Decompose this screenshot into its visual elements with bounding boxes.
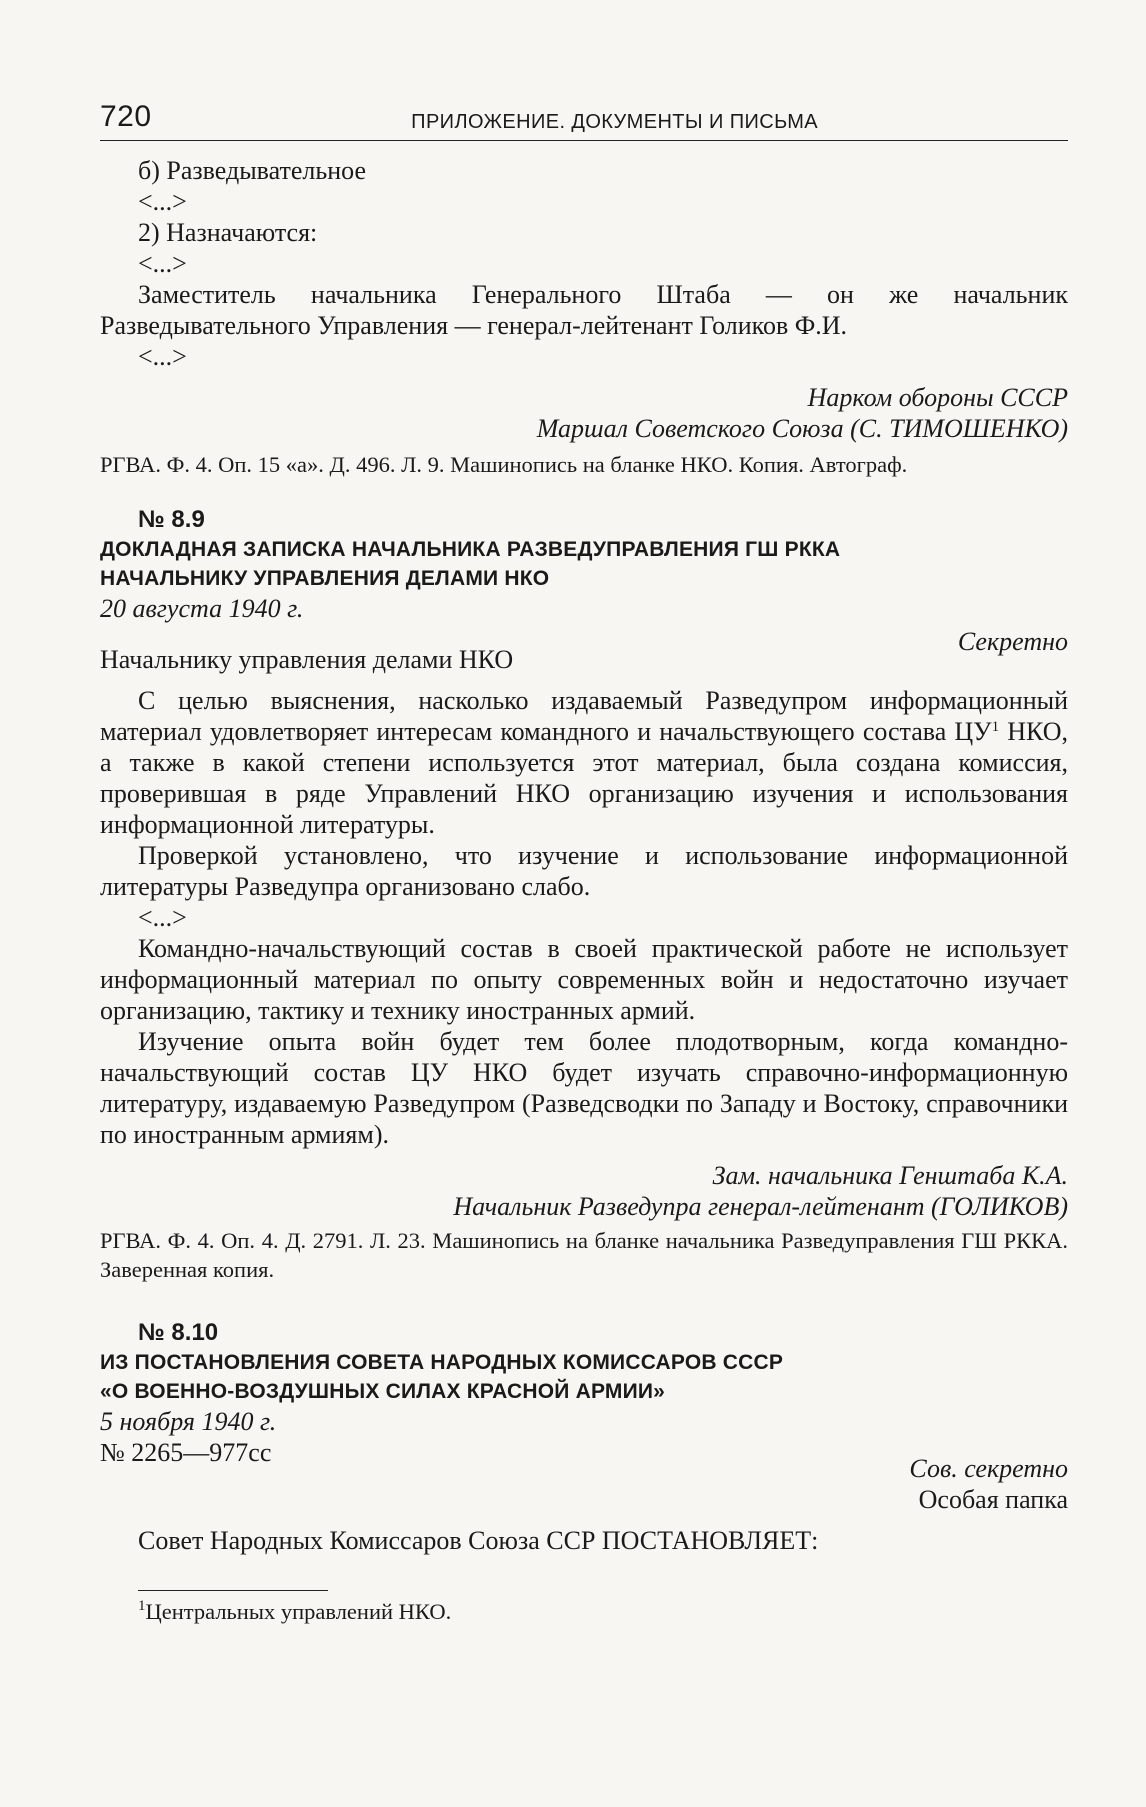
body-paragraph: С целью выяснения, насколько издаваемый Разведупром информационный материал удовлетворяет интересам командного и начальствующего состава $ЦУ^1$ НКО, а также в какой степени используется этот материал, была создана комиссия, проверившая в ряде Управлений НКО организацию изучения и использования информационной литературы. — [100, 686, 1069, 839]
document-title-line: НАЧАЛЬНИКУ УПРАВЛЕНИЯ ДЕЛАМИ НКО — [100, 567, 550, 590]
document-title-line: «О ВОЕННО-ВОЗДУШНЫХ СИЛАХ КРАСНОЙ АРМИИ» — [100, 1380, 666, 1403]
archive-source: РГВА. Ф. 4. Оп. 4. Д. 2791. Л. 23. Машинопись на бланке начальника Разведуправления ГШ РККА. Заверенная копия. — [100, 1228, 1068, 1282]
list-item: б) Разведывательное — [138, 156, 366, 185]
secrecy-label: Сов. секретно — [909, 1454, 1068, 1483]
document-number: № 8.9 — [138, 506, 205, 533]
signature-title: Нарком обороны СССР — [807, 383, 1068, 412]
omission-mark: <...> — [138, 342, 187, 371]
document-8-9 — [100, 505, 1068, 1284]
registration-number: № 2265—977сс — [100, 1438, 272, 1467]
body-paragraph: Командно-начальствующий состав в своей практической работе не использует информационный материал по опыту современных войн и недостаточно изучает организацию, тактику и технику иностранных армий. — [100, 934, 1068, 1025]
folder-label: Особая папка — [918, 1485, 1068, 1514]
signature-title: Зам. начальника Генштаба К.А. — [712, 1161, 1068, 1190]
body-paragraph: Проверкой установлено, что изучение и использование информационной литературы Разведупра организовано слабо. — [100, 841, 1068, 901]
footnote-mark: 1 — [138, 1598, 146, 1614]
document-8-10 — [100, 1318, 1068, 1556]
signature-name: Начальник Разведупра генерал-лейтенант (ГОЛИКОВ) — [453, 1192, 1068, 1221]
omission-mark: <...> — [138, 903, 187, 932]
document-8-8-ending — [100, 155, 1068, 479]
addressee: Начальнику управления делами НКО — [100, 645, 514, 674]
secrecy-label: Секретно — [957, 627, 1068, 656]
omission-mark: <...> — [138, 187, 187, 216]
book-page — [100, 100, 1068, 1650]
document-title-line: ДОКЛАДНАЯ ЗАПИСКА НАЧАЛЬНИКА РАЗВЕДУПРАВЛЕНИЯ ГШ РККА — [100, 538, 841, 561]
running-title: ПРИЛОЖЕНИЕ. ДОКУМЕНТЫ И ПИСЬМА — [411, 111, 818, 133]
body-paragraph: Заместитель начальника Генерального Штаба — он же начальник Разведывательного Управления — генерал-лейтенант Голиков Ф.И. — [100, 280, 1068, 340]
signature-name: Маршал Советского Союза (С. ТИМОШЕНКО) — [536, 414, 1068, 443]
omission-mark: <...> — [138, 249, 187, 278]
archive-source: РГВА. Ф. 4. Оп. 15 «а». Д. 496. Л. 9. Машинопись на бланке НКО. Копия. Автограф. — [100, 452, 908, 477]
list-item: 2) Назначаются: — [138, 218, 318, 247]
page-header — [100, 100, 1068, 141]
document-number: № 8.10 — [138, 1319, 219, 1346]
footnote: $^1$Центральных управлений НКО. — [138, 1598, 452, 1624]
document-date: 5 ноября 1940 г. — [100, 1407, 277, 1436]
document-date: 20 августа 1940 г. — [100, 594, 304, 623]
footnote-divider — [138, 1590, 328, 1591]
document-title-line: ИЗ ПОСТАНОВЛЕНИЯ СОВЕТА НАРОДНЫХ КОМИССАРОВ СССР — [100, 1351, 784, 1374]
page-number: 720 — [100, 100, 152, 133]
body-paragraph: Совет Народных Комиссаров Союза ССР ПОСТАНОВЛЯЕТ: — [138, 1526, 819, 1555]
body-paragraph: Изучение опыта войн будет тем более плодотворным, когда командно-начальствующий состав ЦУ НКО будет изучать справочно-информационную литературу, издаваемую Разведупром (Разведсводки по Западу и Востоку, справочники по иностранным армиям). — [100, 1027, 1068, 1149]
footnote-ref: 1 — [991, 719, 1000, 735]
